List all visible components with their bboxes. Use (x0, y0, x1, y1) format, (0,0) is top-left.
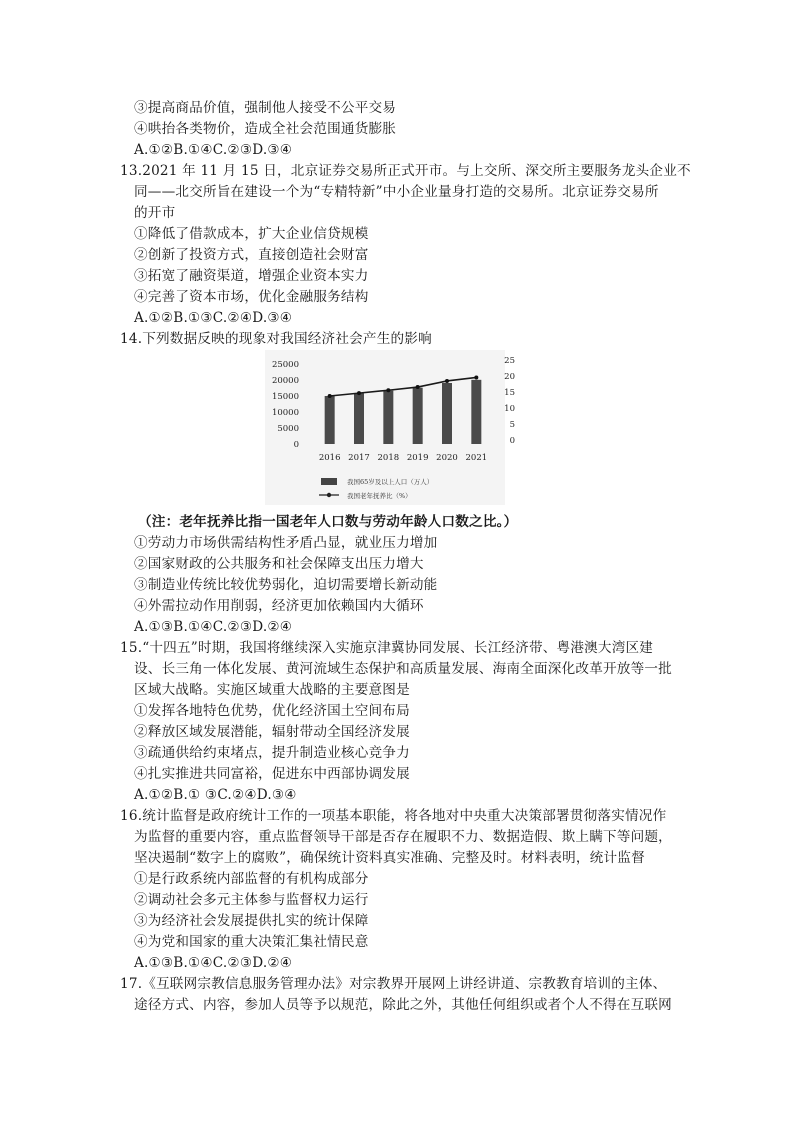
option-1: ①发挥各地特色优势，优化经济国土空间布局 (134, 703, 410, 719)
option-3: ③制造业传统比较优势弱化，迫切需要增长新动能 (134, 577, 438, 593)
answer-choices: A.①②B.① ③C.②④D.③④ (134, 787, 297, 803)
x-tick-label: 2021 (465, 453, 488, 463)
option-4: ④扎实推进共同富裕，促进东中西部协调发展 (134, 766, 410, 782)
ratio-point (416, 385, 420, 389)
legend-label-ratio: 我国老年抚养比（%） (347, 492, 412, 500)
option-2: ②创新了投资方式，直接创造社会财富 (134, 247, 369, 263)
question-stem: 16.统计监督是政府统计工作的一项基本职能，将各地对中央重大决策部署贯彻落实情况作 (120, 808, 667, 824)
y-right-tick-label: 10 (504, 404, 515, 414)
y-right-tick-label: 25 (504, 356, 515, 366)
legend-swatch-bar (321, 478, 337, 485)
option-3: ③拓宽了融资渠道，增强企业资本实力 (134, 268, 369, 284)
bar-population (442, 383, 452, 444)
option-1: ①降低了借款成本，扩大企业信贷规模 (134, 226, 369, 242)
question-stem: 坚决遏制“数字上的腐败”，确保统计资料真实准确、完整及时。材料表明，统计监督 (134, 850, 645, 866)
question-stem: 同——北交所旨在建设一个为“专精特新”中小企业量身打造的交易所。北京证券交易所 (134, 184, 659, 200)
bar-population (471, 380, 481, 444)
y-right-tick-label: 0 (509, 436, 515, 446)
ratio-point (474, 375, 478, 379)
x-tick-label: 2019 (406, 453, 429, 463)
ratio-point (357, 391, 361, 395)
option-4: ④外需拉动作用削弱，经济更加依赖国内大循环 (134, 598, 424, 614)
question-stem: 的开市 (134, 205, 176, 221)
population-chart (255, 350, 515, 505)
option-3: ③提高商品价值，强制他人接受不公平交易 (134, 100, 397, 116)
answer-choices: A.①③B.①④C.②③D.②④ (134, 955, 293, 971)
option-4: ④为党和国家的重大决策汇集社情民意 (134, 934, 369, 950)
option-2: ②调动社会多元主体参与监督权力运行 (134, 892, 369, 908)
question-stem: 13.2021 年 11 月 15 日，北京证券交易所正式开市。与上交所、深交所主要服务龙头企业不 (120, 163, 691, 179)
bar-population (383, 391, 393, 444)
option-3: ③疏通供给约束堵点，提升制造业核心竞争力 (134, 745, 410, 761)
x-tick-label: 2016 (318, 453, 341, 463)
question-stem: 途径方式、内容，参加人员等予以规范，除此之外，其他任何组织或者个人不得在互联网 (134, 997, 672, 1013)
y-left-tick-label: 5000 (277, 424, 299, 434)
x-tick-label: 2017 (348, 453, 370, 463)
option-3: ③为经济社会发展提供扎实的统计保障 (134, 913, 369, 929)
y-right-tick-label: 15 (504, 388, 515, 398)
ratio-point (445, 379, 449, 383)
answer-choices: A.①③B.①④C.②③D.②④ (134, 619, 293, 635)
chart-note: （注：老年抚养比指一国老年人口数与劳动年龄人口数之比。） (138, 514, 518, 530)
bar-population (325, 396, 335, 444)
question-stem: 区域大战略。实施区域重大战略的主要意图是 (134, 682, 410, 698)
legend-label-population: 我国65岁及以上人口（万人） (347, 478, 434, 486)
y-left-tick-label: 0 (293, 440, 299, 450)
option-1: ①劳动力市场供需结构性矛盾凸显，就业压力增加 (134, 535, 438, 551)
question-stem: 17.《互联网宗教信息服务管理办法》对宗教界开展网上讲经讲道、宗教教育培训的主体、 (120, 976, 667, 992)
y-left-tick-label: 20000 (271, 376, 299, 386)
question-stem: 14.下列数据反映的现象对我国经济社会产生的影响 (120, 331, 432, 347)
option-2: ②国家财政的公共服务和社会保障支出压力增大 (134, 556, 424, 572)
option-4: ④完善了资本市场，优化金融服务结构 (134, 289, 369, 305)
question-stem: 设、长三角一体化发展、黄河流域生态保护和高质量发展、海南全面深化改革开放等一批 (134, 661, 672, 677)
ratio-point (328, 394, 332, 398)
option-1: ①是行政系统内部监督的有机构成部分 (134, 871, 369, 887)
question-stem: 为监督的重要内容，重点监督领导干部是否存在履职不力、数据造假、欺上瞒下等问题， (134, 829, 672, 845)
legend-swatch-dot (327, 493, 331, 497)
y-right-tick-label: 5 (509, 420, 515, 430)
y-right-tick-label: 20 (504, 372, 515, 382)
y-left-tick-label: 25000 (271, 360, 299, 370)
question-stem: 15.“十四五”时期，我国将继续深入实施京津冀协同发展、长江经济带、粤港澳大湾区建 (120, 640, 654, 656)
y-left-tick-label: 10000 (271, 408, 299, 418)
answer-choices: A.①②B.①④C.②③D.③④ (134, 142, 293, 158)
x-tick-label: 2018 (377, 453, 400, 463)
bar-population (354, 393, 364, 444)
ratio-point (386, 388, 390, 392)
x-tick-label: 2020 (436, 453, 458, 463)
option-2: ②释放区域发展潜能，辐射带动全国经济发展 (134, 724, 410, 740)
bar-population (413, 388, 423, 444)
option-4: ④哄抬各类物价，造成全社会范围通货膨胀 (134, 121, 397, 137)
y-left-tick-label: 15000 (271, 392, 299, 402)
answer-choices: A.①②B.①③C.②④D.③④ (134, 310, 293, 326)
